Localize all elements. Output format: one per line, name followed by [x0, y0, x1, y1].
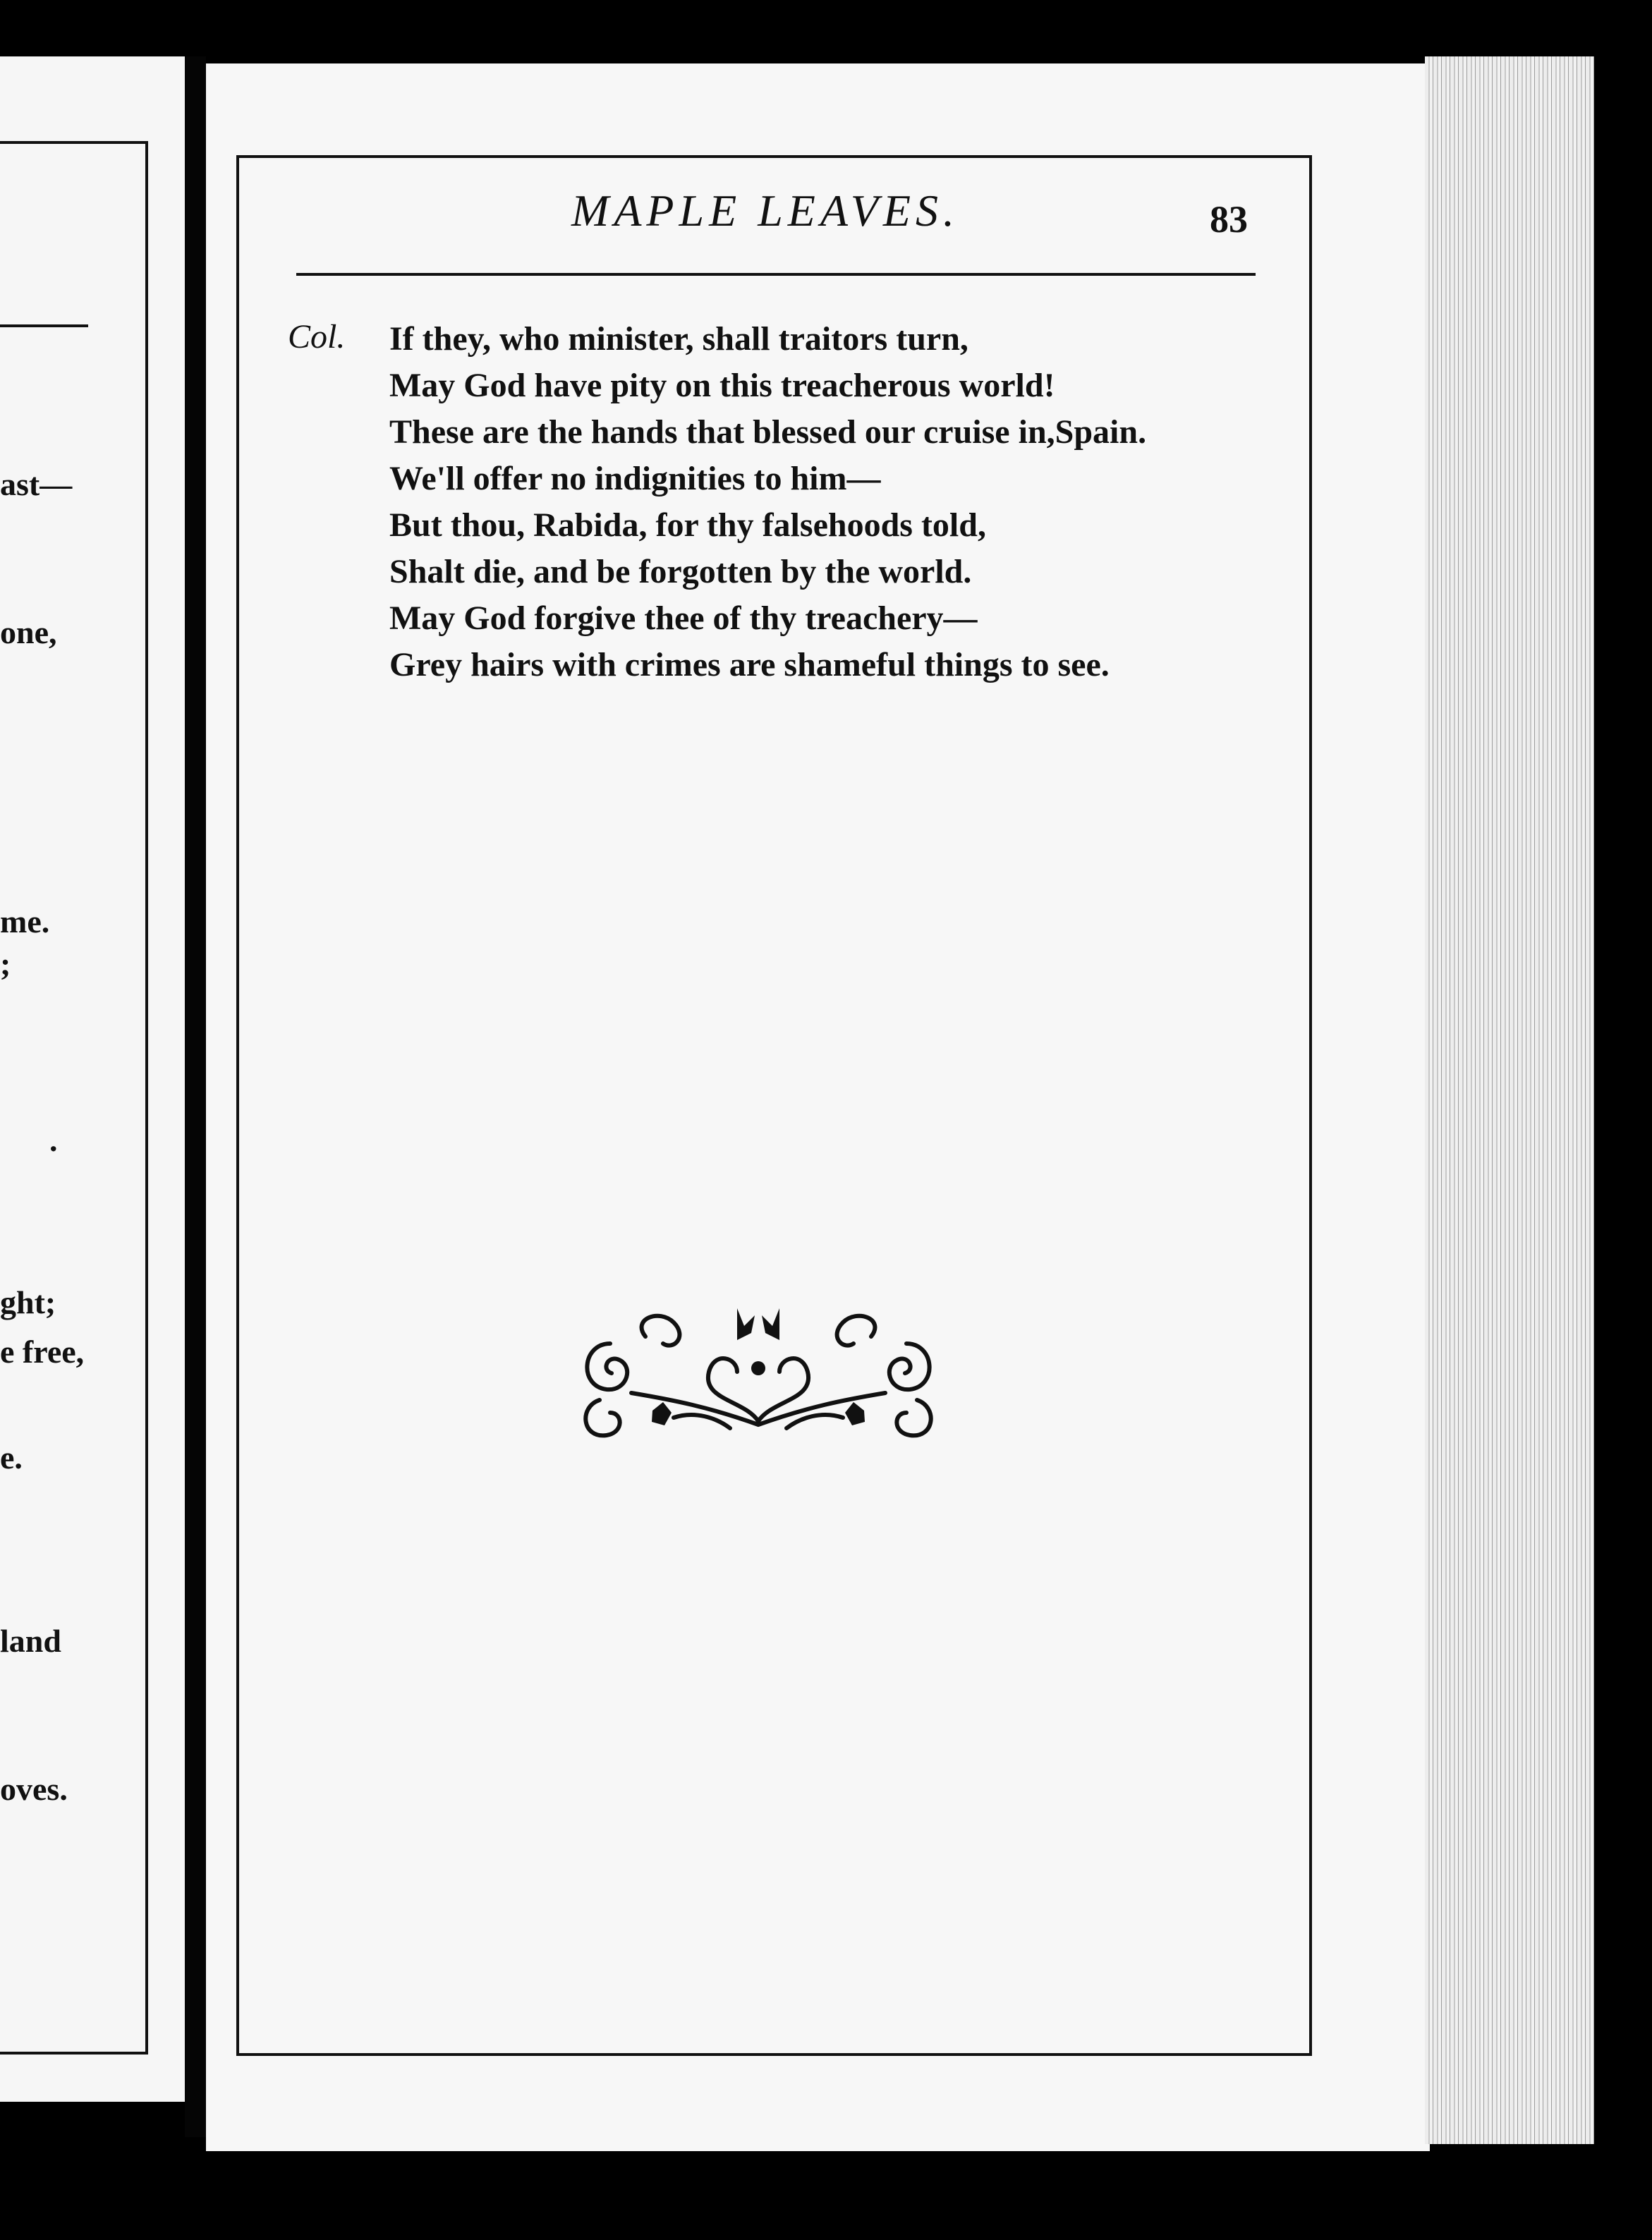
previous-page	[0, 56, 185, 2102]
previous-page-border	[0, 141, 148, 2055]
floral-scroll-ornament	[568, 1294, 949, 1442]
running-head: MAPLE LEAVES.	[571, 185, 959, 236]
header-rule	[296, 273, 1256, 276]
verse-line: Grey hairs with crimes are shameful things to see.	[389, 646, 1110, 683]
left-line-fragment: one,	[0, 614, 57, 650]
verse-line: We'll offer no indignities to him—	[389, 460, 881, 497]
verse-line: May God have pity on this treacherous world!	[389, 367, 1055, 404]
verse-line: Shalt die, and be forgotten by the world.	[389, 553, 972, 590]
left-line-fragment: land	[0, 1623, 61, 1659]
verse-line: May God forgive thee of thy treachery—	[389, 599, 978, 637]
verse-line: If they, who minister, shall traitors turn,	[389, 320, 968, 358]
left-line-fragment: e.	[0, 1439, 23, 1475]
page-number: 83	[1210, 198, 1248, 241]
book-gutter	[185, 56, 206, 2137]
verse-block	[389, 316, 1146, 688]
speaker-label: Col.	[288, 318, 346, 355]
verse-line: But thou, Rabida, for thy falsehoods told,	[389, 506, 986, 544]
left-line-fragment: me.	[0, 903, 50, 939]
left-line-fragment: e free,	[0, 1334, 85, 1370]
left-line-fragment: ;	[0, 946, 11, 982]
previous-page-header-rule	[0, 324, 88, 327]
left-line-fragment: ast—	[0, 466, 73, 502]
verse-line: These are the hands that blessed our cruise in,Spain.	[389, 413, 1147, 451]
page-edges	[1425, 56, 1594, 2144]
left-line-fragment: oves.	[0, 1771, 68, 1807]
left-line-fragment: .	[49, 1122, 58, 1158]
left-line-fragment: ght;	[0, 1284, 56, 1320]
